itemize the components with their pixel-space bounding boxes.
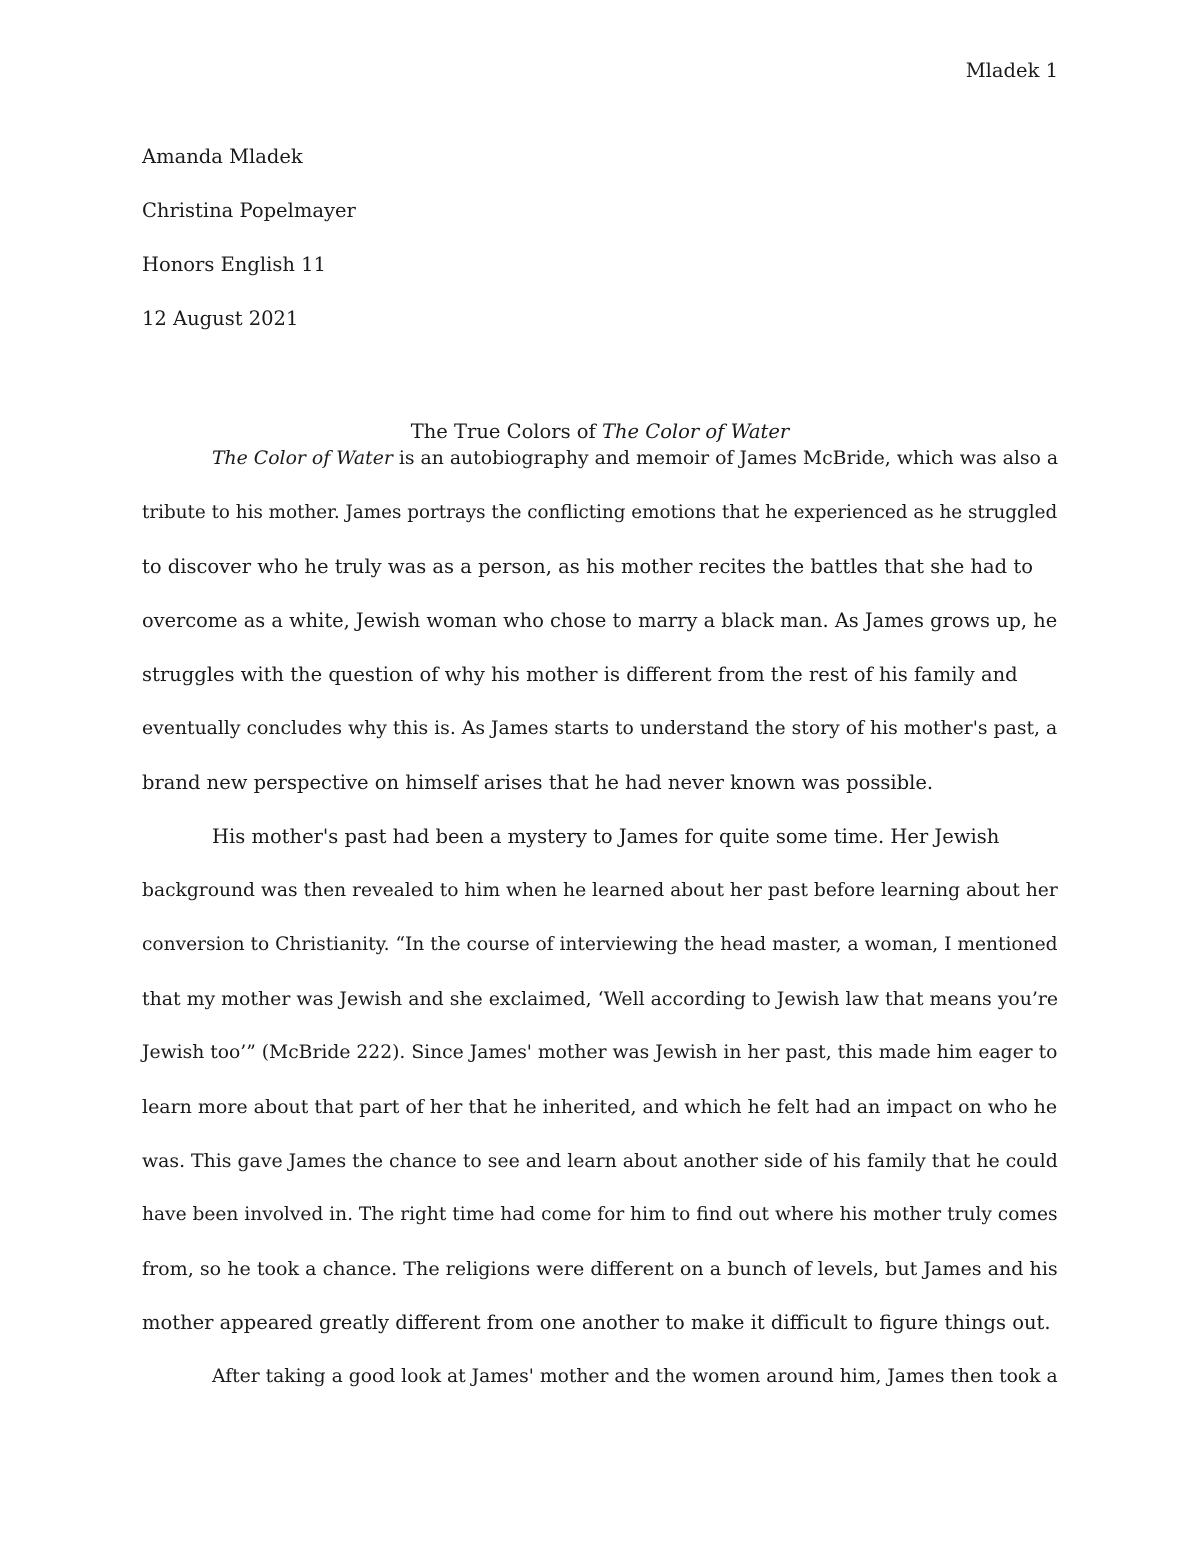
text-line: struggles with the question of why his mother is different from the rest of his family and [142, 663, 1018, 686]
title-book: The Color of Water [601, 420, 790, 443]
essay-body [142, 444, 1058, 1416]
text-line: brand new perspective on himself arises that he had never known was possible. [142, 771, 934, 794]
text-line: The Color of Water is an autobiography and memoir of James McBride, which was also a [212, 448, 1059, 469]
essay-title [142, 417, 1058, 447]
book-title-inline: The Color of Water [212, 448, 393, 469]
text-line: learn more about that part of her that he inherited, and which he felt had an impact on who he [142, 1096, 1058, 1118]
running-head: Mladek 1 [965, 59, 1058, 82]
text-line: have been involved in. The right time had come for him to find out where his mother truly comes [142, 1204, 1058, 1225]
text-line: to discover who he truly was as a person, as his mother recites the battles that she had to [142, 555, 1033, 578]
text-line: conversion to Christianity. “In the course of interviewing the head master, a woman, I mentioned [142, 934, 1058, 955]
text-line: mother appeared greatly different from one another to make it difficult to figure things out. [142, 1311, 1051, 1334]
text-line: eventually concludes why this is. As James starts to understand the story of his mother's past, a [142, 718, 1058, 739]
text-line: from, so he took a chance. The religions were different on a bunch of levels, but James and his [142, 1258, 1058, 1280]
paragraph-2 [142, 822, 1058, 1362]
text-line: background was then revealed to him when he learned about her past before learning about her [142, 880, 1058, 901]
text-line: After taking a good look at James' mother and the women around him, James then took a [212, 1366, 1058, 1387]
text-line: overcome as a white, Jewish woman who chose to marry a black man. As James grows up, he [142, 609, 1058, 632]
title-prefix: The True Colors of [410, 420, 602, 443]
mla-heading [142, 142, 1058, 358]
text-line: tribute to his mother. James portrays the conflicting emotions that he experienced as he struggled [142, 502, 1058, 523]
text-line: was. This gave James the chance to see and learn about another side of his family that he could [142, 1150, 1058, 1172]
text-line: that my mother was Jewish and she exclaimed, ‘Well according to Jewish law that means you’re [142, 988, 1059, 1010]
paragraph-1 [142, 444, 1058, 822]
course-name: Honors English 11 [142, 253, 326, 276]
paragraph-3 [142, 1362, 1058, 1416]
text-line: His mother's past had been a mystery to James for quite some time. Her Jewish [212, 825, 1000, 848]
text-line: Jewish too’” (McBride 222). Since James' mother was Jewish in her past, this made him eager to [142, 1042, 1058, 1063]
date: 12 August 2021 [142, 307, 299, 330]
instructor-name: Christina Popelmayer [142, 199, 356, 222]
student-name: Amanda Mladek [142, 145, 303, 168]
